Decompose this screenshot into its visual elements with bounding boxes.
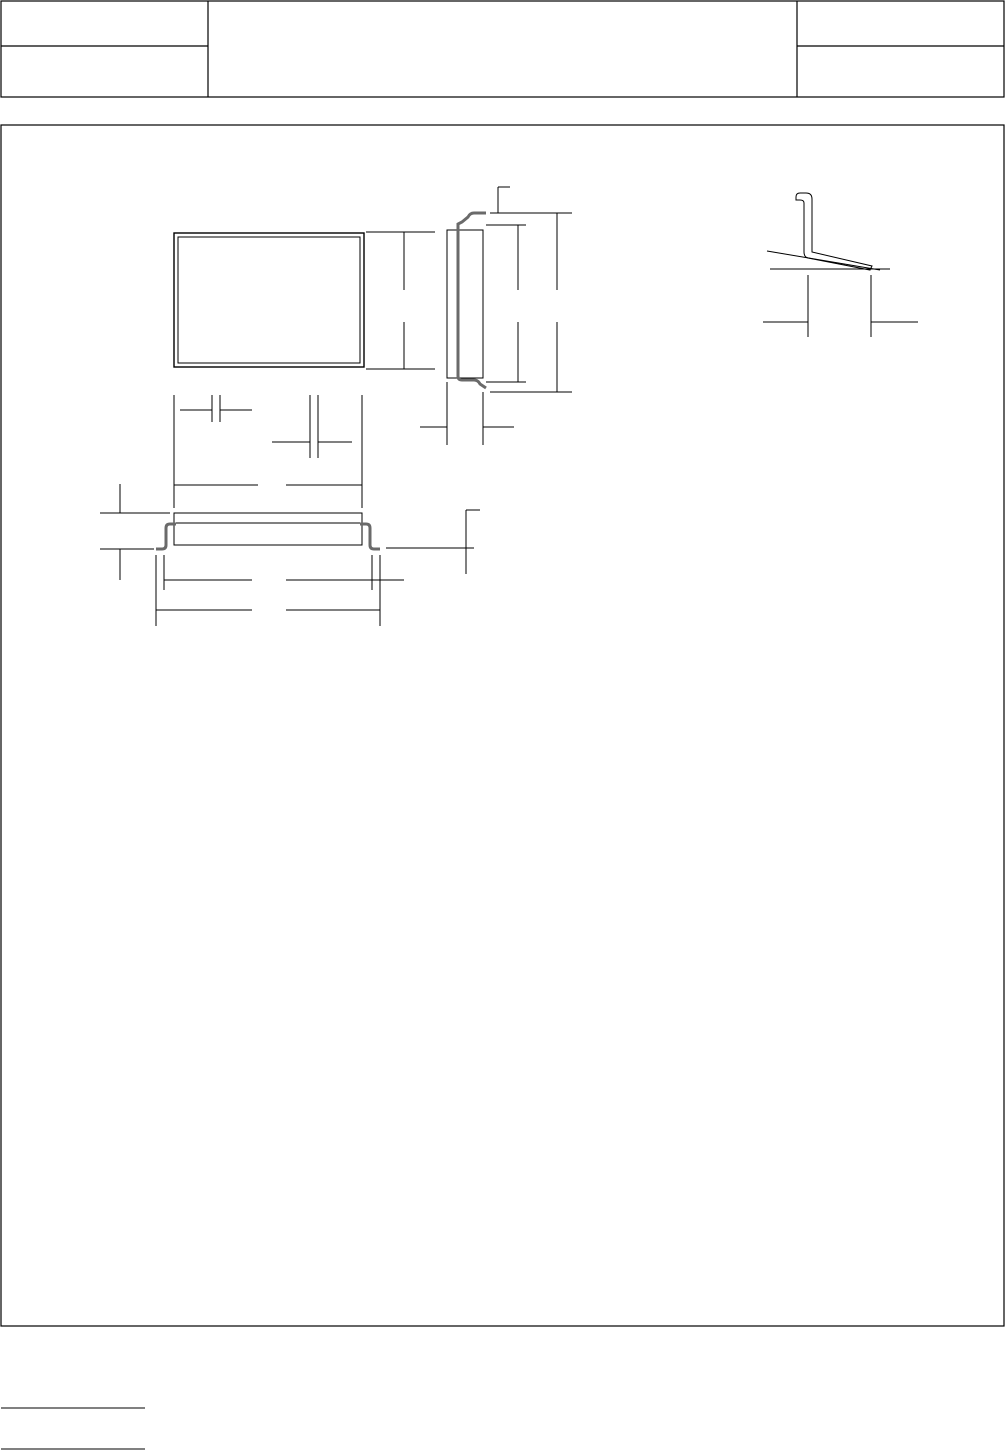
package-top-view [174,233,364,367]
drawing-frame [1,125,1004,1326]
title-block [1,1,1004,97]
dimension-lines [100,187,572,626]
lead-detail-view [763,193,918,337]
package-front-view [156,513,380,549]
package-side-view-right [447,213,486,388]
